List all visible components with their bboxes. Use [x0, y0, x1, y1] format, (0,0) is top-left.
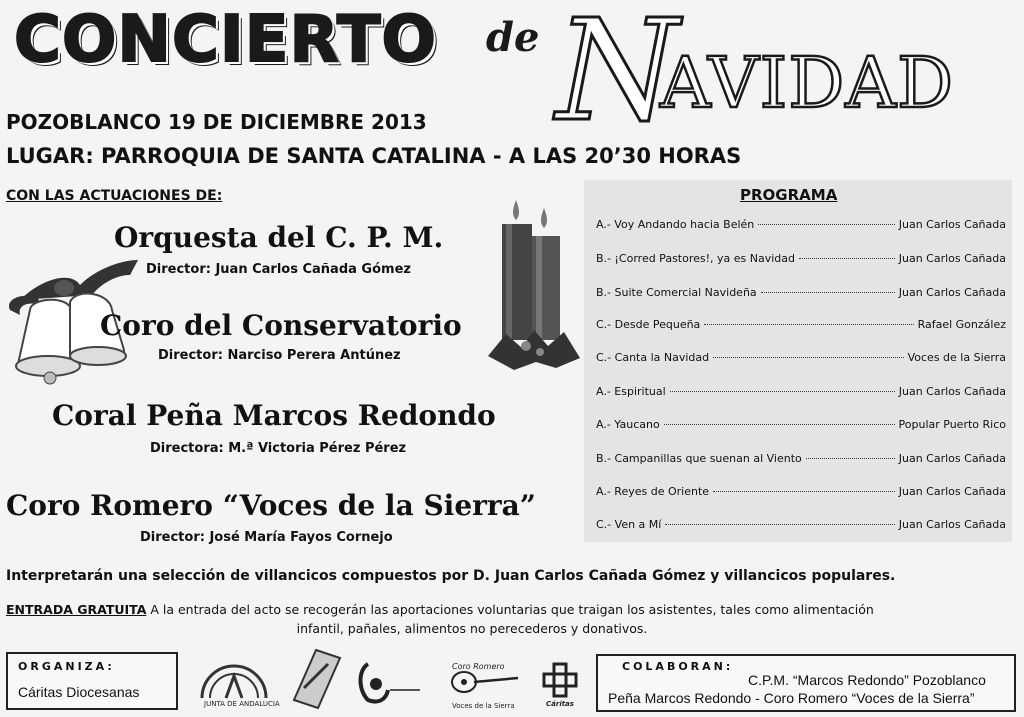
interpretaran-note: Interpretarán una selección de villancicos compuestos por D. Juan Carlos Cañada Gómez y villancicos populares. — [6, 568, 896, 584]
organiza-box — [6, 652, 178, 710]
song-author: Juan Carlos Cañada — [898, 385, 1006, 398]
programa-item — [596, 485, 1006, 503]
parish-logo-icon — [290, 648, 344, 710]
song-title: C.- Desde Pequeña — [596, 318, 701, 331]
song-author: Juan Carlos Cañada — [898, 252, 1006, 265]
programa-item — [596, 286, 1006, 304]
colaboran-line2: Peña Marcos Redondo - Coro Romero “Voces de la Sierra” — [608, 690, 975, 706]
group-director: Director: Narciso Perera Antúnez — [158, 348, 401, 363]
title-concierto: CONCIERTO — [14, 3, 437, 77]
song-author: Voces de la Sierra — [907, 351, 1006, 364]
coro-romero-caption: Coro Romero — [452, 662, 505, 671]
caritas-cross-icon — [540, 662, 580, 698]
title-de: de — [486, 14, 540, 61]
date-line: POZOBLANCO 19 DE DICIEMBRE 2013 — [6, 110, 427, 134]
song-title: A.- Reyes de Oriente — [596, 485, 710, 498]
organiza-title: ORGANIZA: — [18, 660, 115, 673]
song-author: Popular Puerto Rico — [898, 418, 1006, 431]
song-author: Juan Carlos Cañada — [898, 452, 1006, 465]
conservatorio-logo-icon — [356, 660, 426, 708]
programa-item — [596, 252, 1006, 270]
song-author: Rafael González — [917, 318, 1006, 331]
programa-item — [596, 218, 1006, 236]
guitar-logo-icon — [446, 668, 522, 696]
entrada-note — [6, 600, 1018, 639]
colaboran-title: COLABORAN: — [622, 660, 734, 673]
group-name: Coro del Conservatorio — [100, 309, 462, 342]
programa-item — [596, 418, 1006, 436]
group-name: Orquesta del C. P. M. — [114, 221, 444, 254]
programa-item — [596, 452, 1006, 470]
programa-item — [596, 518, 1006, 536]
candles-icon — [486, 196, 582, 376]
entrada-label: ENTRADA GRATUITA — [6, 602, 147, 617]
caritas-caption: Cáritas — [546, 700, 574, 708]
song-title: A.- Espiritual — [596, 385, 666, 398]
group-director: Director: Juan Carlos Cañada Gómez — [146, 262, 411, 277]
song-title: C.- Ven a Mí — [596, 518, 662, 531]
song-author: Juan Carlos Cañada — [898, 518, 1006, 531]
group-director: Director: José María Fayos Cornejo — [140, 530, 393, 545]
programa-title: PROGRAMA — [740, 186, 838, 204]
song-title: A.- Voy Andando hacia Belén — [596, 218, 755, 231]
venue-line: LUGAR: PARROQUIA DE SANTA CATALINA - A LAS 20’30 HORAS — [6, 144, 742, 168]
colaboran-line1: C.P.M. “Marcos Redondo” Pozoblanco — [748, 672, 986, 688]
entrada-text: A la entrada del acto se recogerán las aportaciones voluntarias que traigan los asistentes, tales como alimentación — [146, 602, 874, 617]
organiza-name: Cáritas Diocesanas — [18, 684, 140, 700]
programa-item — [596, 351, 1006, 369]
programa-item — [596, 385, 1006, 403]
song-title: B.- Suite Comercial Navideña — [596, 286, 757, 299]
title-navidad-initial: N — [556, 0, 679, 153]
junta-caption: JUNTA DE ANDALUCIA — [204, 700, 280, 708]
programa-item — [596, 318, 1006, 336]
colaboran-box — [596, 654, 1016, 712]
song-title: C.- Canta la Navidad — [596, 351, 710, 364]
group-director: Directora: M.ª Victoria Pérez Pérez — [150, 441, 407, 456]
song-title: B.- Campanillas que suenan al Viento — [596, 452, 802, 465]
entrada-text-2: infantil, pañales, alimentos no perecederos y donativos. — [296, 621, 648, 637]
voces-caption: Voces de la Sierra — [452, 702, 515, 710]
title-navidad: AVIDAD — [660, 42, 955, 124]
performers-heading: CON LAS ACTUACIONES DE: — [6, 188, 223, 204]
song-author: Juan Carlos Cañada — [898, 218, 1006, 231]
song-title: A.- Yaucano — [596, 418, 660, 431]
group-name: Coral Peña Marcos Redondo — [52, 399, 496, 432]
song-author: Juan Carlos Cañada — [898, 485, 1006, 498]
song-author: Juan Carlos Cañada — [898, 286, 1006, 299]
song-title: B.- ¡Corred Pastores!, ya es Navidad — [596, 252, 796, 265]
group-name: Coro Romero “Voces de la Sierra” — [6, 489, 536, 522]
